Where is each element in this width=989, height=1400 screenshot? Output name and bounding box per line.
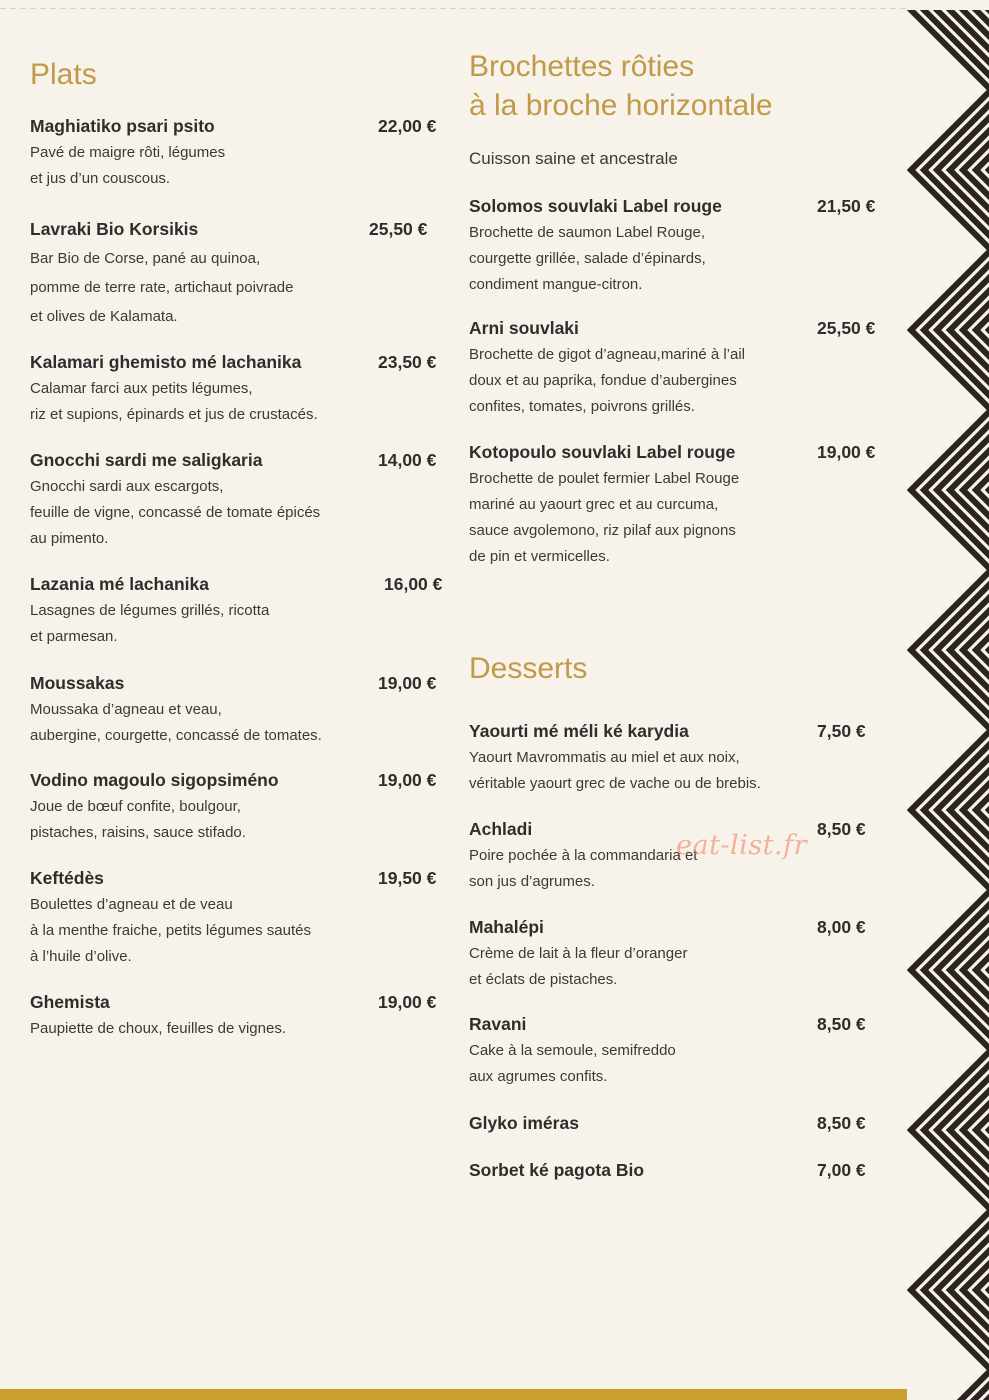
top-dashed-rule xyxy=(0,8,907,9)
menu-item xyxy=(30,350,450,428)
item-price: 25,50 € xyxy=(817,318,876,338)
item-name: Moussakas xyxy=(30,673,125,693)
item-name: Gnocchi sardi me saligkaria xyxy=(30,450,263,470)
item-price: 8,50 € xyxy=(817,1014,866,1034)
item-name: Ghemista xyxy=(30,992,110,1012)
menu-item xyxy=(30,217,450,331)
item-name: Lazania mé lachanika xyxy=(30,574,209,594)
item-price: 25,50 € xyxy=(369,219,428,239)
menu-item xyxy=(469,316,889,420)
item-price: 19,00 € xyxy=(378,770,437,790)
item-name: Vodino magoulo sigopsiméno xyxy=(30,770,279,790)
item-description: Cake à la semoule, semifreddo aux agrumes confits. xyxy=(469,1042,676,1085)
menu-item xyxy=(30,866,450,970)
item-name: Maghiatiko psari psito xyxy=(30,116,215,136)
item-description: Brochette de saumon Label Rouge, courgette grillée, salade d’épinards, condiment mangue-citron. xyxy=(469,224,706,293)
item-price: 19,00 € xyxy=(378,992,437,1012)
item-description: Poire pochée à la commandaria et son jus d’agrumes. xyxy=(469,847,698,890)
menu-item xyxy=(469,1158,889,1182)
item-name: Kotopoulo souvlaki Label rouge xyxy=(469,442,736,462)
menu-item xyxy=(30,448,450,552)
item-price: 7,50 € xyxy=(817,721,866,741)
menu-item xyxy=(469,440,889,570)
item-description: Yaourt Mavrommatis au miel et aux noix, véritable yaourt grec de vache ou de brebis. xyxy=(469,749,761,792)
menu-item xyxy=(30,990,450,1042)
menu-item xyxy=(30,768,450,846)
item-price: 19,50 € xyxy=(378,868,437,888)
item-price: 7,00 € xyxy=(817,1160,866,1180)
menu-item xyxy=(30,114,450,192)
item-price: 19,00 € xyxy=(817,442,876,462)
item-price: 8,50 € xyxy=(817,1113,866,1133)
menu-item xyxy=(30,572,450,650)
item-name: Lavraki Bio Korsikis xyxy=(30,219,199,239)
item-name: Sorbet ké pagota Bio xyxy=(469,1160,645,1180)
menu-item xyxy=(469,915,889,993)
item-name: Arni souvlaki xyxy=(469,318,579,338)
item-name: Achladi xyxy=(469,819,533,839)
brochettes-subtitle: Cuisson saine et ancestrale xyxy=(469,149,678,168)
item-price: 16,00 € xyxy=(384,574,443,594)
item-description: Brochette de poulet fermier Label Rouge mariné au yaourt grec et au curcuma, sauce avgolemono, riz pilaf aux pignons de pin et vermicelles. xyxy=(469,470,740,565)
brochettes-title-line2: à la broche horizontale xyxy=(469,89,773,122)
menu-item xyxy=(469,719,889,797)
item-description: Bar Bio de Corse, pané au quinoa, pomme de terre rate, artichaut poivrade et olives de Kalamata. xyxy=(30,250,294,325)
item-name: Kalamari ghemisto mé lachanika xyxy=(30,352,302,372)
menu-item xyxy=(469,1111,889,1135)
decorative-chevron-pattern xyxy=(907,10,989,1400)
item-name: Ravani xyxy=(469,1014,527,1034)
plats-title: Plats xyxy=(30,58,97,91)
item-description: Brochette de gigot d’agneau,mariné à l’ail doux et au paprika, fondue d’aubergines confites, tomates, poivrons grillés. xyxy=(469,346,746,415)
menu-item xyxy=(469,194,889,298)
bottom-accent-bar xyxy=(0,1389,907,1400)
item-price: 22,00 € xyxy=(378,116,437,136)
item-name: Yaourti mé méli ké karydia xyxy=(469,721,689,741)
item-description: Gnocchi sardi aux escargots, feuille de vigne, concassé de tomate épicés au pimento. xyxy=(30,478,321,547)
item-price: 14,00 € xyxy=(378,450,437,470)
watermark-text: eat-list.fr xyxy=(676,830,808,861)
item-description: Paupiette de choux, feuilles de vignes. xyxy=(30,1020,287,1037)
item-price: 21,50 € xyxy=(817,196,876,216)
menu-item xyxy=(469,1012,889,1090)
item-name: Mahalépi xyxy=(469,917,544,937)
item-description: Joue de bœuf confite, boulgour, pistaches, raisins, sauce stifado. xyxy=(30,798,246,841)
item-description: Calamar farci aux petits légumes, riz et supions, épinards et jus de crustacés. xyxy=(30,380,318,423)
item-description: Boulettes d’agneau et de veau à la menthe fraiche, petits légumes sautés à l’huile d’olive. xyxy=(30,896,311,965)
item-name: Solomos souvlaki Label rouge xyxy=(469,196,722,216)
item-description: Lasagnes de légumes grillés, ricotta et parmesan. xyxy=(30,602,270,645)
item-name: Glyko iméras xyxy=(469,1113,579,1133)
item-price: 8,00 € xyxy=(817,917,866,937)
item-name: Keftédès xyxy=(30,868,104,888)
item-price: 19,00 € xyxy=(378,673,437,693)
item-description: Crème de lait à la fleur d’oranger et éclats de pistaches. xyxy=(469,945,688,988)
item-price: 8,50 € xyxy=(817,819,866,839)
item-price: 23,50 € xyxy=(378,352,437,372)
brochettes-title-line1: Brochettes rôties xyxy=(469,50,695,83)
desserts-title: Desserts xyxy=(469,652,588,685)
item-description: Moussaka d’agneau et veau, aubergine, courgette, concassé de tomates. xyxy=(30,701,322,744)
item-description: Pavé de maigre rôti, légumes et jus d’un couscous. xyxy=(30,144,226,187)
menu-item xyxy=(30,671,450,749)
